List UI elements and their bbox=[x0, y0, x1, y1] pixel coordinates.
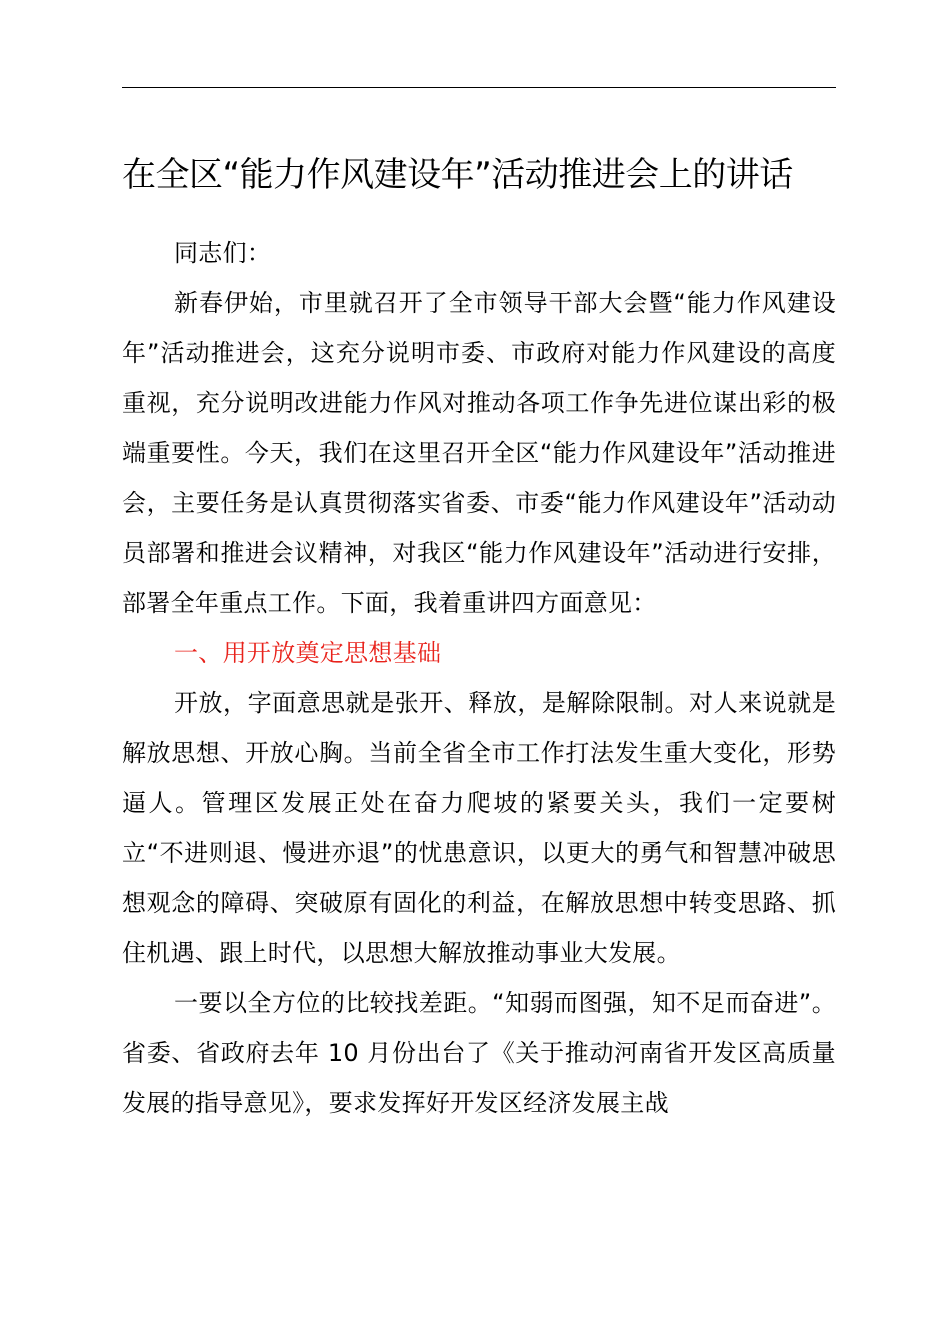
speech-body bbox=[122, 228, 836, 1128]
section-heading: 一、用开放奠定思想基础 bbox=[174, 639, 442, 667]
header-rule bbox=[122, 87, 836, 88]
section-paragraph: 开放，字面意思就是张开、释放，是解除限制。对人来说就是解放思想、开放心胸。当前全省全市工作打法发生重大变化，形势逼人。管理区发展正处在奋力爬坡的紧要关头，我们一定要树立“不进则退、慢进亦退”的忧患意识，以更大的勇气和智慧冲破思想观念的障碍、突破原有固化的利益，在解放思想中转变思路、抓住机遇、跟上时代，以思想大解放推动事业大发展。 bbox=[122, 689, 836, 967]
intro-paragraph: 新春伊始，市里就召开了全市领导干部大会暨“能力作风建设年”活动推进会，这充分说明市委、市政府对能力作风建设的高度重视，充分说明改进能力作风对推动各项工作争先进位谋出彩的极端重要性。今天，我们在这里召开全区“能力作风建设年”活动推进会，主要任务是认真贯彻落实省委、市委“能力作风建设年”活动动员部署和推进会议精神，对我区“能力作风建设年”活动进行安排，部署全年重点工作。下面，我着重讲四方面意见： bbox=[122, 289, 836, 617]
page-title: 在全区“能力作风建设年”活动推进会上的讲话 bbox=[122, 155, 793, 195]
point-paragraph: 一要以全方位的比较找差距。“知弱而图强，知不足而奋进”。省委、省政府去年 10 月份出台了《关于推动河南省开发区高质量发展的指导意见》，要求发挥好开发区经济发展主战 bbox=[122, 989, 836, 1117]
salutation: 同志们： bbox=[174, 239, 272, 267]
